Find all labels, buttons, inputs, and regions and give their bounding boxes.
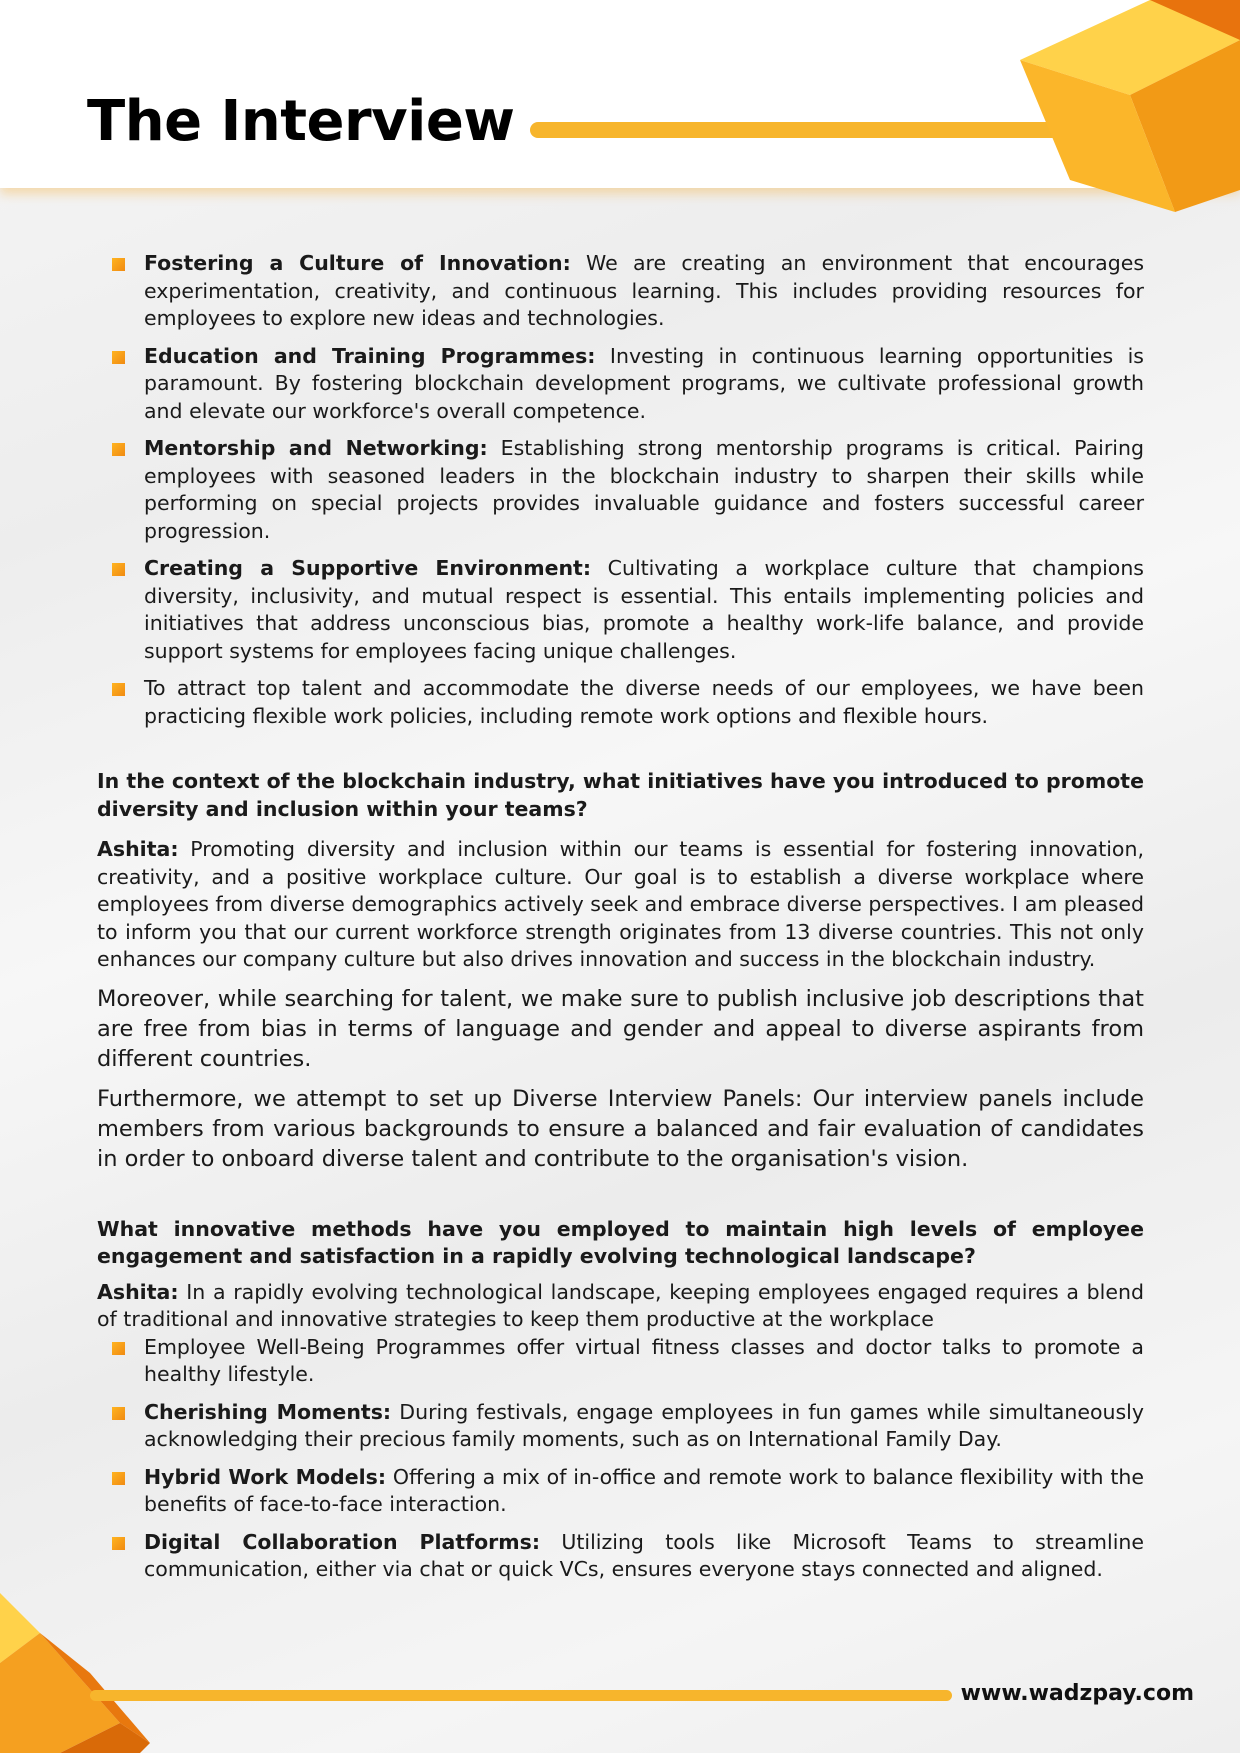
list-item-text: We are creating an environment that encourages experimentation, creativity, and continuous learning. This includes providing resources for employees to explore new ideas and technologies. xyxy=(144,251,1145,330)
interview-answer xyxy=(97,1279,1144,1334)
list-item-text: Cultivating a workplace culture that champions diversity, inclusivity, and mutual respect is essential. This entails implementing policies and initiatives that address unconscious bias, promote a healthy work-life balance, and provide support systems for employees facing unique challenges. xyxy=(144,556,1144,663)
interview-question: In the context of the blockchain industry, what initiatives have you introduced to promote diversity and inclusion within your teams? xyxy=(97,769,1144,821)
cube-icon xyxy=(1000,0,1240,212)
list-item-heading: Fostering a Culture of Innovation: xyxy=(144,251,571,275)
answer-text: Promoting diversity and inclusion within our teams is essential for fostering innovation, creativity, and a positive workplace culture. Our goal is to establish a diverse workplace where employees from diverse demographics actively seek and embrace diverse perspectives. I am pleased to inform you that our current workforce strength originates from 13 diverse countries. This not only enhances our company culture but also drives innovation and success in the blockchain industry. xyxy=(97,837,1144,971)
square-bullet-icon xyxy=(112,1472,125,1485)
list-item-heading: Mentorship and Networking: xyxy=(144,436,488,460)
header-divider xyxy=(530,122,1070,138)
article-body xyxy=(97,250,1144,1594)
list-item-heading: Education and Training Programmes: xyxy=(144,343,596,368)
square-bullet-icon xyxy=(112,443,125,456)
square-bullet-icon xyxy=(112,1407,125,1420)
square-bullet-icon xyxy=(112,563,125,576)
list-item-text: Investing in continuous learning opportunities is paramount. By fostering blockchain development programs, we cultivate professional growth and elevate our workforce's overall competence. xyxy=(144,343,1144,423)
list-item-heading: Hybrid Work Models: xyxy=(144,1464,387,1489)
list-item xyxy=(97,250,1144,333)
list-item xyxy=(97,1529,1144,1584)
cube-icon xyxy=(0,1593,150,1753)
list-item-text: Utilizing tools like Microsoft Teams to streamline communication, either via chat or quick VCs, ensures everyone stays connected and aligned. xyxy=(144,1529,1144,1581)
footer-website-link[interactable]: www.wadzpay.com xyxy=(960,1681,1194,1706)
speaker-name: Ashita: xyxy=(97,837,179,861)
list-item xyxy=(97,1334,1144,1389)
list-item-text: Employee Well-Being Programmes offer virtual fitness classes and doctor talks to promote a healthy lifestyle. xyxy=(144,1334,1144,1386)
square-bullet-icon xyxy=(112,1342,125,1355)
list-item-text: During festivals, engage employees in fun games while simultaneously acknowledging their precious family moments, such as on International Family Day. xyxy=(144,1399,1144,1451)
list-item-text: To attract top talent and accommodate the diverse needs of our employees, we have been practicing flexible work policies, including remote work options and flexible hours. xyxy=(144,676,1144,728)
list-item xyxy=(97,675,1144,730)
list-item xyxy=(97,1399,1144,1454)
footer-divider xyxy=(90,1690,952,1701)
page-title: The Interview xyxy=(87,89,515,154)
square-bullet-icon xyxy=(112,683,125,696)
list-item-heading: Creating a Supportive Environment: xyxy=(144,556,592,580)
list-item-heading: Cherishing Moments: xyxy=(144,1399,392,1424)
initiatives-list xyxy=(97,250,1144,730)
square-bullet-icon xyxy=(112,258,125,271)
square-bullet-icon xyxy=(112,1537,125,1550)
answer-paragraph: Moreover, while searching for talent, we make sure to publish inclusive job descriptions that are free from bias in terms of language and gender and appeal to diverse aspirants from different countries. xyxy=(97,985,1144,1072)
list-item-heading: Digital Collaboration Platforms: xyxy=(144,1529,541,1554)
speaker-name: Ashita: xyxy=(97,1279,179,1304)
list-item xyxy=(97,1464,1144,1519)
square-bullet-icon xyxy=(112,351,125,364)
engagement-methods-list xyxy=(97,1334,1144,1584)
answer-paragraph: Furthermore, we attempt to set up Diverse Interview Panels: Our interview panels include members from various backgrounds to ensure a balanced and fair evaluation of candidates in order to onboard diverse talent and contribute to the organisation's vision. xyxy=(97,1085,1144,1172)
list-item-text: Offering a mix of in-office and remote work to balance flexibility with the benefits of face-to-face interaction. xyxy=(144,1464,1144,1516)
list-item xyxy=(97,435,1144,545)
list-item xyxy=(97,343,1144,426)
interview-answer xyxy=(97,836,1144,974)
answer-text: In a rapidly evolving technological landscape, keeping employees engaged requires a blend of traditional and innovative strategies to keep them productive at the workplace xyxy=(97,1279,1144,1331)
list-item xyxy=(97,555,1144,665)
list-item-text: Establishing strong mentorship programs is critical. Pairing employees with seasoned leaders in the blockchain industry to sharpen their skills while performing on special projects provides invaluable guidance and fosters successful career progression. xyxy=(144,436,1144,543)
interview-question: What innovative methods have you employed to maintain high levels of employee engagement and satisfaction in a rapidly evolving technological landscape? xyxy=(97,1216,1144,1268)
